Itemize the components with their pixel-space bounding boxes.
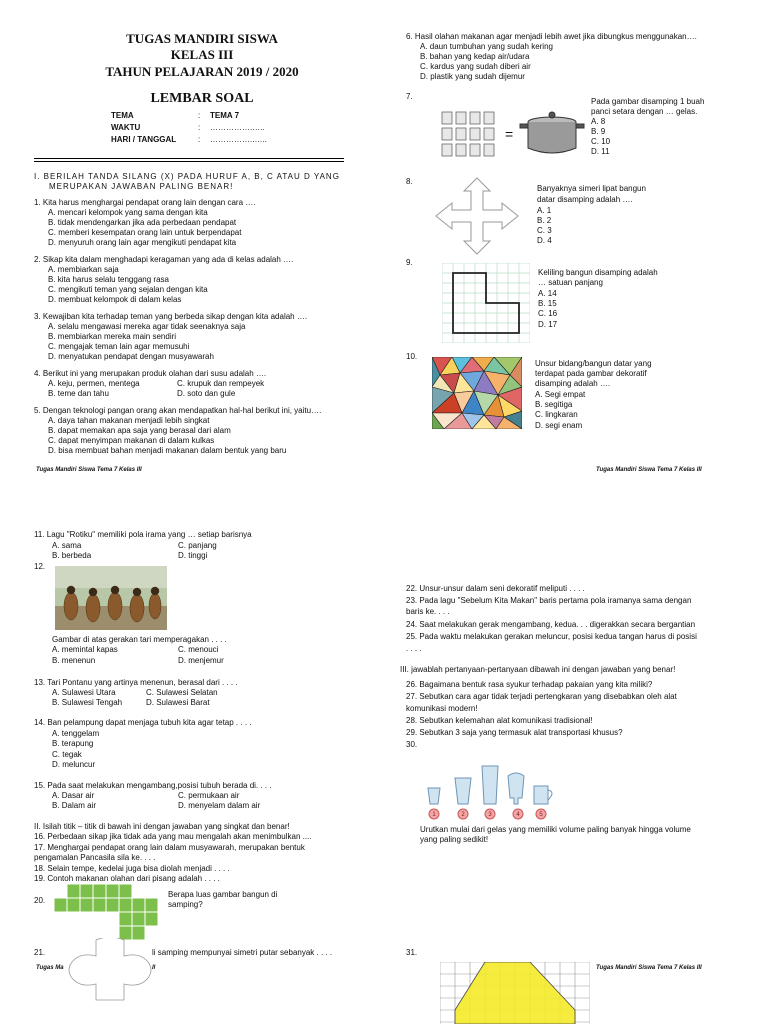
footer-right: Tugas Mandiri Siswa Tema 7 Kelas III [596,467,702,473]
question-11: 11. Lagu "Rotiku" memiliki pola irama yang … setiap barisnya [34,530,252,539]
q8-number: 8. [406,177,413,186]
q12-option-c: C. menouci [178,645,219,654]
question-23: 23. Pada lagu "Sebelum Kita Makan" baris pertama pola iramanya sama dengan [406,596,692,605]
section1-heading-2: MERUPAKAN JAWABAN PALING BENAR! [49,182,234,191]
hari-label: HARI / TANGGAL [111,135,177,144]
dance-photo [55,566,167,630]
q14-option-b: B. terapung [52,739,94,748]
q13-option-b: B. Sulawesi Tengah [52,698,123,707]
question-17: 17. Menghargai pendapat orang lain dalam musyawarah, merupakan bentuk [34,843,305,852]
question-17-cont: pengamalan Pancasila sila ke. . . . [34,853,156,862]
tema-colon: : [198,111,201,120]
glasses-illustration [422,760,562,822]
title-1: TUGAS MANDIRI SISWA [126,31,278,46]
question-3: 3. Kewajiban kita terhadap teman yang berbeda sikap dengan kita adalah …. [34,312,308,321]
q8-text-1: Banyaknya simeri lipat bangun [537,184,646,193]
q9-text-1: Keliling bangun disamping adalah [538,268,658,277]
glass-number-4: 4 [516,812,520,818]
hari-value: ……………..….. [210,135,267,144]
q6-option-c: C. kardus yang sudah diberi air [420,62,531,71]
q6-option-a: A. daun tumbuhan yang sudah kering [420,42,553,51]
q1-option-c: C. memberi kesempatan orang lain untuk berpendapat [48,228,242,237]
q4-option-b: B. teme dan tahu [48,389,109,398]
q10-number: 10. [406,352,418,361]
q3-option-b: B. membiarkan mereka main sendiri [48,332,177,341]
q30-number: 30. [406,740,418,749]
q20-text-2: samping? [168,900,203,909]
q10-option-a: A. Segi empat [535,390,586,399]
q8-text-2: datar disamping adalah …. [537,195,633,204]
q1-option-b: B. tidak mendengarkan jika ada perbedaan pendapat [48,218,237,227]
section3-heading: III. jawablah pertanyaan-pertanyaan dibawah ini dengan jawaban yang benar! [400,665,676,674]
q14-option-d: D. meluncur [52,760,96,769]
footer-bottom-left-end: ll [152,965,156,971]
decorative-triangles-image [432,357,522,429]
question-16: 16. Perbedaan sikap jika tidak ada yang mau mengalah akan menimbulkan .... [34,832,312,841]
q9-option-b: B. 15 [538,299,557,308]
question-1: 1. Kita harus menghargai pendapat orang lain dengan cara …. [34,198,256,207]
q7-option-b: B. 9 [591,127,606,136]
q6-option-b: B. bahan yang kedap air/udara [420,52,530,61]
q6-option-d: D. plastik yang sudah dijemur [420,72,525,81]
question-27: 27. Sebutkan cara agar tidak terjadi pertengkaran yang disebabkan oleh alat [406,692,677,701]
q4-option-a: A. keju, permen, mentega [48,379,140,388]
q3-option-c: C. mengajak teman lain agar memusuhi [48,342,190,351]
q5-option-d: D. bisa membuat bahan menjadi makanan dalam bentuk yang baru [48,446,287,455]
q21-text: li samping mempunyai simetri putar sebanyak . . . . [152,948,333,957]
q9-option-a: A. 14 [538,289,557,298]
question-26: 26. Bagaimana bentuk rasa syukur terhadap pakaian yang kita miliki? [406,680,653,689]
question-5: 5. Dengan teknologi pangan orang akan mendapatkan hal-hal berikut ini, yaitu…. [34,406,322,415]
q8-option-a: A. 1 [537,206,552,215]
q10-option-c: C. lingkaran [535,410,578,419]
q1-option-a: A. mencari kelompok yang sama dengan kita [48,208,208,217]
question-6: 6. Hasil olahan makanan agar menjadi lebih awet jika dibungkus menggunakan…. [406,32,697,41]
q15-option-a: A. Dasar air [52,791,95,800]
yellow-trapezoid-grid [440,962,590,1024]
arrow-cross-shape [432,176,522,256]
q12-number: 12. [34,562,46,571]
q20-text-1: Berapa luas gambar bangun di [168,890,278,899]
tema-value: TEMA 7 [210,111,240,120]
q2-option-b: B. kita harus selalu tenggang rasa [48,275,169,284]
hari-colon: : [198,135,201,144]
q5-option-c: C. dapat menyimpan makanan di dalam kulkas [48,436,215,445]
q10-option-d: D. segi enam [535,421,583,430]
q21-number: 21. [34,948,46,957]
q20-number: 20. [34,896,46,905]
grid-shape-perimeter [442,263,530,343]
q7-option-c: C. 10 [591,137,611,146]
q10-option-b: B. segitiga [535,400,573,409]
q14-option-a: A. tenggelam [52,729,100,738]
question-15: 15. Pada saat melakukan mengambang,posisi tubuh berada di. . . . [34,781,272,790]
q11-option-a: A. sama [52,541,82,550]
q15-option-c: C. permukaan air [178,791,240,800]
q8-option-d: D. 4 [537,236,552,245]
q7-text-1: Pada gambar disamping 1 buah [591,97,705,106]
green-grid-shape [54,884,164,942]
waktu-colon: : [198,123,201,132]
q30-text-2: yang paling sedikit! [420,835,489,844]
question-27-cont: komunikasi modern! [406,704,478,713]
question-24: 24. Saat melakukan gerak mengambang, kedua. . . digerakkan secara bergantian [406,620,696,629]
question-22: 22. Unsur-unsur dalam seni dekoratif meliputi . . . . [406,584,585,593]
q8-option-c: C. 3 [537,226,552,235]
q1-option-d: D. menyuruh orang lain agar mengikuti pendapat kita [48,238,237,247]
q14-option-c: C. tegak [52,750,82,759]
glasses-and-pot-illustration [440,108,590,163]
question-14: 14. Ban pelampung dapat menjaga tubuh kita agar tetap . . . . [34,718,252,727]
q7-number: 7. [406,92,413,101]
q9-option-c: C. 16 [538,309,558,318]
q13-option-c: C. Sulawesi Selatan [146,688,218,697]
q10-text-2: terdapat pada gambar dekoratif [535,369,647,378]
glass-number-5: 5 [539,812,543,818]
question-4: 4. Berikut ini yang merupakan produk olahan dari susu adalah …. [34,369,267,378]
question-28: 28. Sebutkan kelemahan alat komunikasi tradisional! [406,716,593,725]
q7-option-a: A. 8 [591,117,606,126]
q5-option-a: A. daya tahan makanan menjadi lebih singkat [48,416,210,425]
header-divider [34,158,344,162]
q7-equals-sign: = [505,126,514,142]
footer-bottom-right: Tugas Mandiri Siswa Tema 7 Kelas III [596,965,702,971]
q12-option-d: D. menjemur [178,656,224,665]
question-2: 2. Sikap kita dalam menghadapi keragaman yang ada di kelas adalah …. [34,255,294,264]
q9-number: 9. [406,258,413,267]
lembar-soal-title: LEMBAR SOAL [150,91,254,106]
q10-text-1: Unsur bidang/bangun datar yang [535,359,652,368]
q5-option-b: B. dapat memakan apa saja yang berasal dari alam [48,426,231,435]
q12-text: Gambar di atas gerakan tari memperagakan . . . . [52,635,227,644]
glass-number-1: 1 [432,812,436,818]
q11-option-d: D. tinggi [178,551,208,560]
q9-option-d: D. 17 [538,320,558,329]
q2-option-a: A. membiarkan saja [48,265,119,274]
title-3: TAHUN PELAJARAN 2019 / 2020 [105,64,299,79]
title-2: KELAS III [170,47,234,62]
question-19: 19. Contoh makanan olahan dari pisang adalah . . . . [34,874,220,883]
waktu-value: …………….….. [210,123,265,132]
tema-label: TEMA [111,111,134,120]
q3-option-d: D. menyatukan pendapat dengan musyawarah [48,352,214,361]
q13-option-a: A. Sulawesi Utara [52,688,116,697]
q7-text-2: panci setara dengan … gelas. [591,107,698,116]
q8-option-b: B. 2 [537,216,552,225]
section2-heading: II. Isilah titik – titik di bawah ini dengan jawaban yang singkat dan benar! [34,822,290,831]
q15-option-d: D. menyelam dalam air [178,801,261,810]
question-18: 18. Selain tempe, kedelai juga bisa diolah menjadi . . . . [34,864,230,873]
question-25: 25. Pada waktu melakukan gerakan meluncur, posisi kedua tangan harus di posisi [406,632,697,641]
question-25-cont: . . . . [406,644,422,653]
q10-text-3: disamping adalah …. [535,379,611,388]
question-29: 29. Sebutkan 3 saja yang termasuk alat transportasi khusus? [406,728,623,737]
q2-option-d: D. membuat kelompok di dalam kelas [48,295,182,304]
glass-number-3: 3 [488,812,492,818]
q11-option-b: B. berbeda [52,551,92,560]
q4-option-d: D. soto dan gule [177,389,236,398]
q12-option-a: A. memintal kapas [52,645,118,654]
q4-option-c: C. krupuk dan rempeyek [177,379,265,388]
footer-left: Tugas Mandiri Siswa Tema 7 Kelas III [36,467,142,473]
q15-option-b: B. Dalam air [52,801,97,810]
q13-option-d: D. Sulawesi Barat [146,698,210,707]
footer-bottom-left: Tugas Ma [36,965,64,971]
q31-number: 31. [406,948,418,957]
question-13: 13. Tari Pontanu yang artinya menenun, berasal dari . . . . [34,678,238,687]
glass-number-2: 2 [461,812,465,818]
q30-text-1: Urutkan mulai dari gelas yang memiliki volume paling banyak hingga volume [420,825,691,834]
q3-option-a: A. selalu mengawasi mereka agar tidak seenaknya saja [48,322,246,331]
q11-option-c: C. panjang [178,541,217,550]
q2-option-c: C. mengikuti teman yang sejalan dengan kita [48,285,208,294]
q7-option-d: D. 11 [591,147,610,156]
section1-heading-1: I. BERILAH TANDA SILANG (X) PADA HURUF A, B, C ATAU D YANG [34,172,340,181]
q9-text-2: … satuan panjang [538,278,603,287]
q12-option-b: B. menenun [52,656,96,665]
cross-symmetry-shape [68,938,152,1002]
question-23-cont: baris ke. . . . [406,607,450,616]
waktu-label: WAKTU [111,123,141,132]
